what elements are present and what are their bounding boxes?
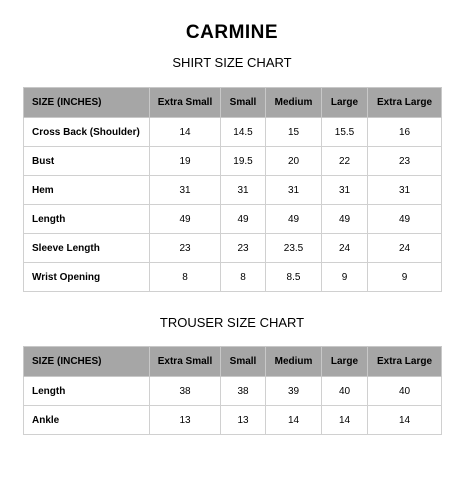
table-header-row (24, 88, 442, 118)
table-row (24, 176, 442, 205)
row-label: Bust (24, 147, 150, 176)
header-medium: Medium (266, 347, 322, 377)
header-size: SIZE (INCHES) (24, 347, 150, 377)
cell-value: 13 (150, 406, 221, 435)
row-label: Cross Back (Shoulder) (24, 118, 150, 147)
table-row (24, 263, 442, 292)
cell-value: 15.5 (322, 118, 368, 147)
header-extra-small: Extra Small (150, 347, 221, 377)
trouser-size-table (23, 346, 442, 435)
cell-value: 14.5 (221, 118, 266, 147)
cell-value: 24 (322, 234, 368, 263)
table-row (24, 205, 442, 234)
cell-value: 24 (368, 234, 442, 263)
cell-value: 31 (322, 176, 368, 205)
cell-value: 38 (150, 377, 221, 406)
cell-value: 38 (221, 377, 266, 406)
cell-value: 9 (322, 263, 368, 292)
header-large: Large (322, 88, 368, 118)
cell-value: 31 (368, 176, 442, 205)
row-label: Sleeve Length (24, 234, 150, 263)
header-small: Small (221, 347, 266, 377)
header-extra-large: Extra Large (368, 347, 442, 377)
cell-value: 40 (322, 377, 368, 406)
table-header-row (24, 347, 442, 377)
cell-value: 14 (150, 118, 221, 147)
header-size: SIZE (INCHES) (24, 88, 150, 118)
header-small: Small (221, 88, 266, 118)
row-label: Hem (24, 176, 150, 205)
row-label: Ankle (24, 406, 150, 435)
shirt-chart-title: SHIRT SIZE CHART (172, 55, 292, 70)
cell-value: 22 (322, 147, 368, 176)
cell-value: 31 (221, 176, 266, 205)
cell-value: 49 (221, 205, 266, 234)
header-medium: Medium (266, 88, 322, 118)
trouser-chart-title: TROUSER SIZE CHART (159, 315, 305, 330)
cell-value: 49 (322, 205, 368, 234)
header-extra-large: Extra Large (368, 88, 442, 118)
row-label: Wrist Opening (24, 263, 150, 292)
table-row (24, 234, 442, 263)
cell-value: 14 (322, 406, 368, 435)
cell-value: 23.5 (266, 234, 322, 263)
header-extra-small: Extra Small (150, 88, 221, 118)
table-row (24, 118, 442, 147)
cell-value: 8.5 (266, 263, 322, 292)
row-label: Length (24, 205, 150, 234)
table-row (24, 406, 442, 435)
cell-value: 9 (368, 263, 442, 292)
cell-value: 20 (266, 147, 322, 176)
cell-value: 40 (368, 377, 442, 406)
cell-value: 23 (150, 234, 221, 263)
cell-value: 39 (266, 377, 322, 406)
table-row (24, 377, 442, 406)
cell-value: 15 (266, 118, 322, 147)
table-row (24, 147, 442, 176)
cell-value: 23 (221, 234, 266, 263)
cell-value: 49 (368, 205, 442, 234)
cell-value: 31 (266, 176, 322, 205)
cell-value: 19.5 (221, 147, 266, 176)
row-label: Length (24, 377, 150, 406)
cell-value: 14 (266, 406, 322, 435)
cell-value: 8 (150, 263, 221, 292)
cell-value: 14 (368, 406, 442, 435)
shirt-size-table (23, 87, 442, 292)
cell-value: 13 (221, 406, 266, 435)
cell-value: 49 (150, 205, 221, 234)
header-large: Large (322, 347, 368, 377)
cell-value: 31 (150, 176, 221, 205)
cell-value: 19 (150, 147, 221, 176)
cell-value: 49 (266, 205, 322, 234)
cell-value: 8 (221, 263, 266, 292)
cell-value: 16 (368, 118, 442, 147)
brand-title: CARMINE (185, 22, 279, 43)
cell-value: 23 (368, 147, 442, 176)
